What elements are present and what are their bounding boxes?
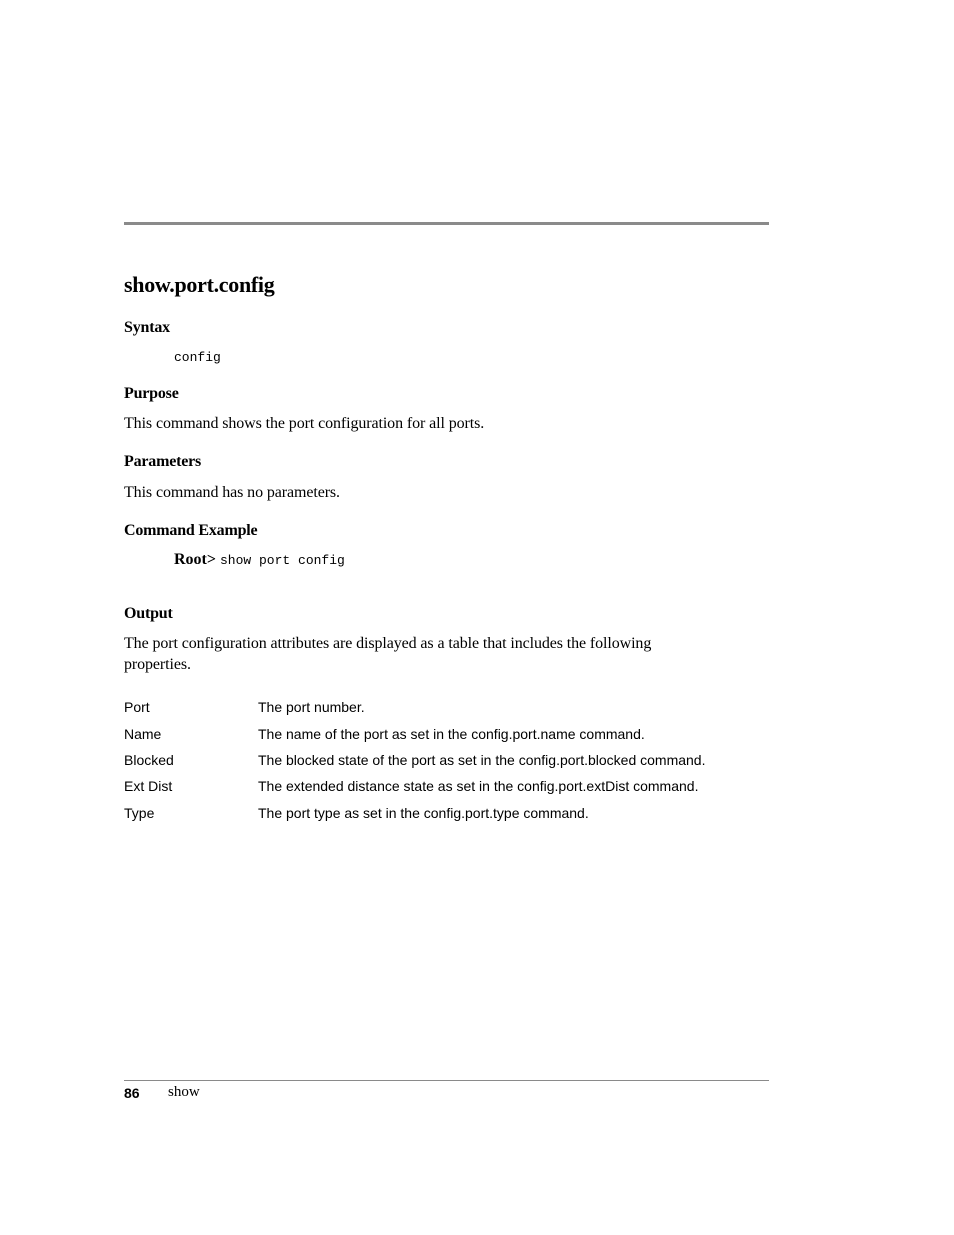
- purpose-text: This command shows the port configuration for all ports.: [124, 415, 485, 432]
- command-example-line: [174, 551, 345, 569]
- command-text: show port config: [220, 553, 345, 568]
- property-name: Blocked: [124, 752, 174, 768]
- footer-rule: [124, 1080, 769, 1081]
- property-description: The blocked state of the port as set in the config.port.blocked command.: [258, 752, 706, 768]
- property-description: The port number.: [258, 699, 365, 715]
- property-name: Type: [124, 805, 155, 821]
- output-text: The port configuration attributes are displayed as a table that includes the following properties.: [124, 635, 652, 673]
- property-description: The name of the port as set in the config.port.name command.: [258, 726, 645, 742]
- page-number: 86: [124, 1085, 140, 1101]
- footer-section-name: show: [168, 1084, 200, 1100]
- syntax-heading: Syntax: [124, 319, 170, 336]
- command-prompt: Root>: [174, 551, 216, 568]
- page-title: show.port.config: [124, 272, 275, 297]
- property-description: The extended distance state as set in the config.port.extDist command.: [258, 778, 699, 794]
- property-name: Name: [124, 726, 162, 742]
- property-name: Port: [124, 699, 150, 715]
- syntax-code: config: [174, 350, 221, 365]
- parameters-heading: Parameters: [124, 453, 202, 470]
- parameters-text: This command has no parameters.: [124, 484, 340, 501]
- property-description: The port type as set in the config.port.type command.: [258, 805, 589, 821]
- command-example-heading: Command Example: [124, 522, 258, 539]
- output-heading: Output: [124, 605, 173, 622]
- purpose-heading: Purpose: [124, 385, 179, 402]
- top-rule: [124, 222, 769, 225]
- property-name: Ext Dist: [124, 778, 173, 794]
